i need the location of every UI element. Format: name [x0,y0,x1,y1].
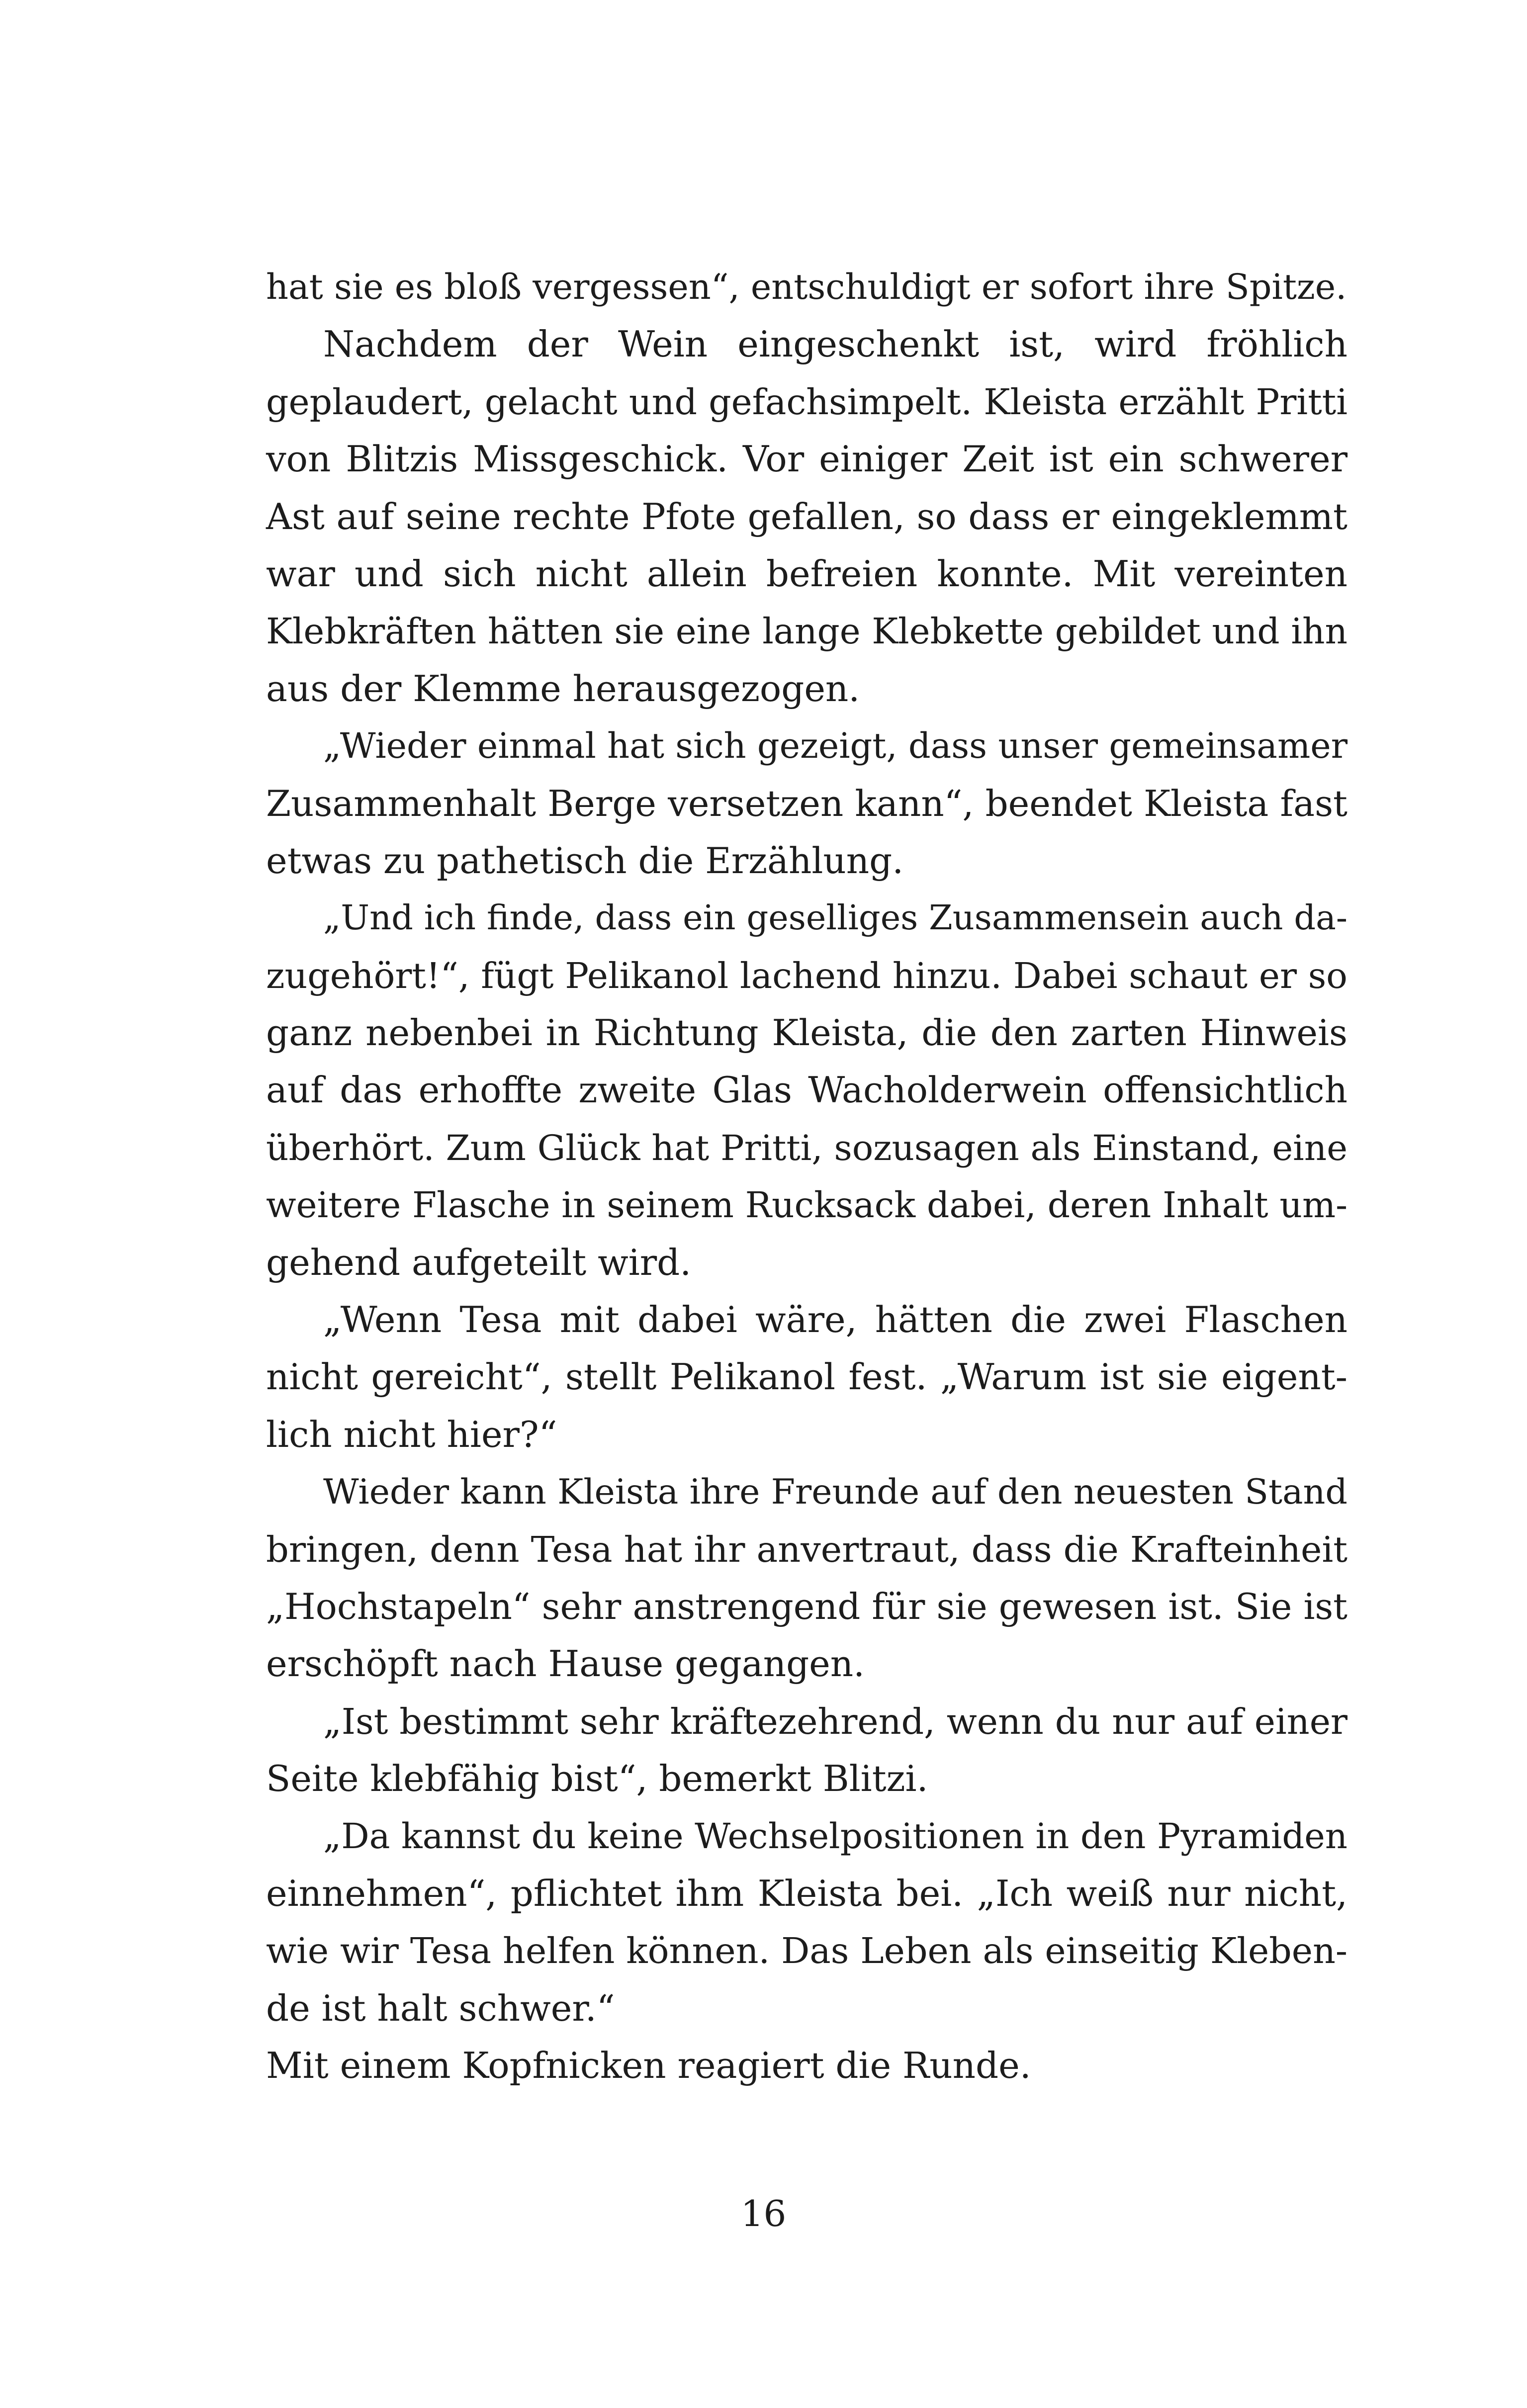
text-line: „Ist bestimmt sehr kräftezehrend, wenn du nur auf einer [323,1700,1347,1742]
text-line: geplaudert, gelacht und gefachsimpelt. Kleista erzählt Pritti [266,381,1347,423]
text-line: Nachdem der Wein eingeschenkt ist, wird fröhlich [323,323,1347,365]
text-line: erschöpft nach Hause gegangen. [266,1643,865,1685]
text-line: überhört. Zum Glück hat Pritti, sozusagen als Einstand, eine [266,1127,1347,1168]
text-line: „Wieder einmal hat sich gezeigt, dass unser gemeinsamer [323,726,1347,767]
text-line: Ast auf seine rechte Pfote gefallen, so dass er eingeklemmt [266,495,1347,537]
text-line: „Hochstapeln“ sehr anstrengend für sie gewesen ist. Sie ist [266,1585,1347,1627]
text-line: Klebkräften hätten sie eine lange Klebkette gebildet und ihn [266,611,1347,652]
text-line: wie wir Tesa helfen können. Das Leben als einseitig Kleben- [266,1930,1347,1972]
text-line: nicht gereicht“, stellt Pelikanol fest. „Warum ist sie eigent- [266,1356,1347,1398]
text-line: von Blitzis Missgeschick. Vor einiger Zeit ist ein schwerer [266,438,1347,480]
text-line: ganz nebenbei in Richtung Kleista, die den zarten Hinweis [266,1012,1347,1054]
text-line: Zusammenhalt Berge versetzen kann“, beendet Kleista fast [266,782,1347,824]
body-text [266,259,1347,2095]
text-line: war und sich nicht allein befreien konnte. Mit vereinten [266,552,1347,595]
text-line: „Wenn Tesa mit dabei wäre, hätten die zwei Flaschen [323,1299,1347,1341]
text-line: weitere Flasche in seinem Rucksack dabei, deren Inhalt um- [266,1184,1347,1226]
text-line: lich nicht hier?“ [266,1413,557,1455]
text-line: „Da kannst du keine Wechselpositionen in den Pyramiden [323,1815,1347,1857]
text-line: „Und ich finde, dass ein geselliges Zusammensein auch da- [323,898,1347,938]
text-line: bringen, denn Tesa hat ihr anvertraut, dass die Krafteinheit [266,1528,1347,1570]
text-line: de ist halt schwer.“ [266,1987,615,2029]
text-line: gehend aufgeteilt wird. [266,1241,692,1283]
page-number: 16 [740,2193,787,2234]
text-line: Wieder kann Kleista ihre Freunde auf den neuesten Stand [323,1472,1347,1513]
text-line: auf das erhoffte zweite Glas Wacholderwein offensichtlich [266,1069,1347,1111]
text-line: hat sie es bloß vergessen“, entschuldigt er sofort ihre Spitze. [266,267,1347,307]
text-line: zugehört!“, fügt Pelikanol lachend hinzu. Dabei schaut er so [266,955,1347,996]
text-line: etwas zu pathetisch die Erzählung. [266,839,904,882]
text-line: Mit einem Kopfnicken reagiert die Runde. [266,2045,1031,2087]
text-line: Seite klebfähig bist“, bemerkt Blitzi. [266,1758,928,1800]
text-line: aus der Klemme herausgezogen. [266,667,860,710]
text-line: einnehmen“, pflichtet ihm Kleista bei. „Ich weiß nur nicht, [266,1872,1347,1914]
